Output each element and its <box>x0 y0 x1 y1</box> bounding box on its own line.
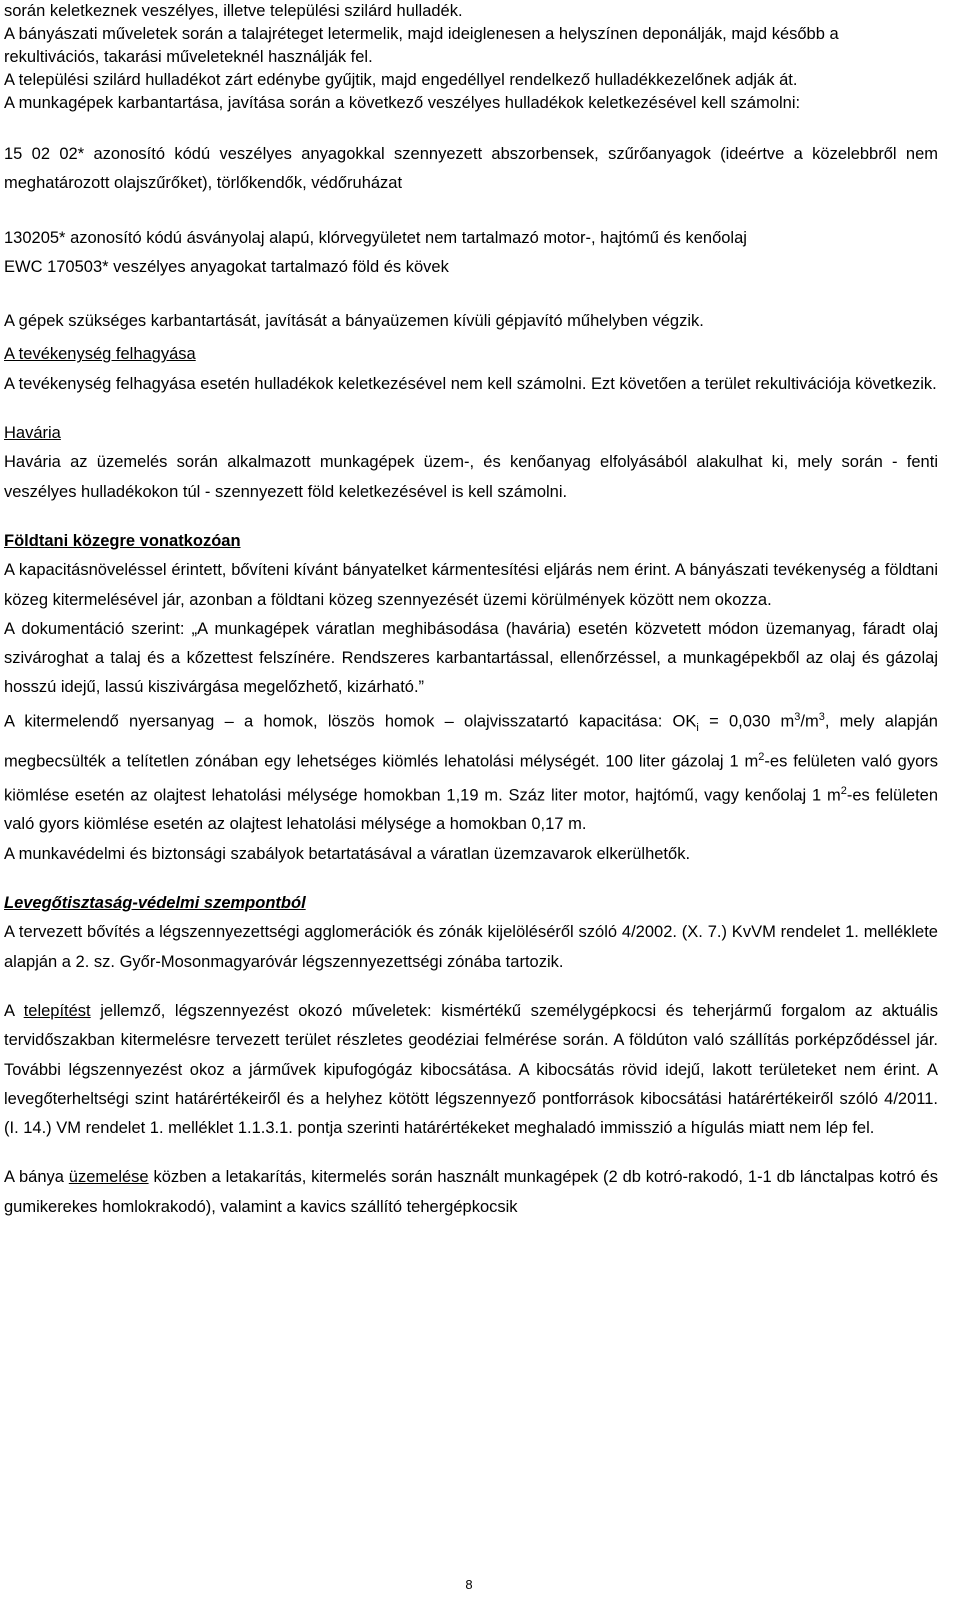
intro-block <box>4 0 938 115</box>
geology-p2: A dokumentáció szerint: „A munkagépek váratlan meghibásodása (havária) esetén közvetett módon üzemanyag, fáradt olaj szivároghat a talaj és a kőzettest felszínére. Rendszeres karbantartással, ellenőrzéssel, a munkagépekből az olaj és gázolaj hosszú idejű, lassú kiszivárgása megelőzhető, kizárható.” <box>4 619 938 697</box>
air-p3: A bánya üzemelése közben a letakarítás, kitermelés során használt munkagépek (2 db kotró-rakodó, 1-1 db lánctalpas kotró és gumikerekes homlokrakodó), valamint a kavics szállító tehergépkocsik <box>4 1168 938 1216</box>
abandon-text: A tevékenység felhagyása esetén hulladékok keletkezésével nem kell számolni. Ezt követően a terület rekultivációja következik. <box>4 374 937 393</box>
geology-p4: A munkavédelmi és biztonsági szabályok betartatásával a váratlan üzemzavarok elkerülhetők. <box>4 844 691 863</box>
abandon-heading: A tevékenység felhagyása <box>4 345 196 364</box>
waste-170503: EWC 170503* veszélyes anyagokat tartalmazó föld és kövek <box>4 257 449 276</box>
geology-p3: A kitermelendő nyersanyag – a homok, löszös homok – olajvisszatartó kapacitása: $OK_i = 0,030$ $m^3/m^3$, mely alapján megbecsülték a telítetlen zónában egy lehetséges kiömlés lehatolási mélységét. 100 liter gázolaj 1 $m^2-es$ felületen való gyors kiömlése esetén az olajtest lehatolási mélysége homokban 1,19 m. Száz liter motor, hajtómű, vagy kenőolaj 1 $m^2-es$ felületen való gyors kiömlése esetén az olajtest lehatolási mélysége a homokban 0,17 m. <box>4 710 939 834</box>
geology-p1: A kapacitásnöveléssel érintett, bővíteni kívánt bányatelket kármentesítési eljárás nem érint. A bányászati tevékenység a földtani közeg kitermelésével jár, azonban a földtani közeg szennyezését üzemi körülmények között nem okozza. <box>4 561 938 609</box>
maintenance-text: A gépek szükséges karbantartását, javítását a bányaüzemen kívüli gépjavító műhelyben végzik. <box>4 312 704 331</box>
air-heading: Levegőtisztaság-védelmi szempontból <box>4 894 306 913</box>
air-p2: A telepítést jellemző, légszennyezést okozó műveletek: kismértékű személygépkocsi és teherjármű forgalom az aktuális tervidőszakban kitermelésre tervezett terület részletes geodéziai felmérése során. A földúton való szállítás porképződéssel jár. További légszennyezést okoz a járművek kipufogógáz kibocsátása. A kibocsátás rövid idejű, lakott területeket nem érint. A levegőterheltségi szint határértékeiről és a helyhez kötött légszennyező pontforrások kibocsátási határértékeiről szóló 4/2011. (I. 14.) VM rendelet 1. melléklet 1.1.3.1. pontja szerinti határértékeket meghaladó immisszió a hígulás miatt nem lép fel. <box>4 1001 938 1138</box>
air-p1: A tervezett bővítés a légszennyezettségi agglomerációk és zónák kijelöléséről szóló 4/2002. (X. 7.) KvVM rendelet 1. melléklete alapján a 2. sz. Győr-Mosonmagyaróvár légszennyezettségi zónába tartozik. <box>4 923 938 971</box>
page-number: 8 <box>465 1577 473 1592</box>
intro-line-2: A bányászati műveletek során a talajréteget letermelik, majd ideiglenesen a helyszínen deponálják, majd később a rekultivációs, takarási műveleteknél használják fel. <box>4 25 839 66</box>
intro-line-4: A munkagépek karbantartása, javítása során a következő veszélyes hulladékok keletkezésével kell számolni: <box>4 94 801 112</box>
waste-130205: 130205* azonosító kódú ásványolaj alapú, klórvegyületet nem tartalmazó motor-, hajtómű és kenőolaj <box>4 228 747 247</box>
document-page <box>4 0 938 1222</box>
havaria-text: Havária az üzemelés során alkalmazott munkagépek üzem-, és kenőanyag elfolyásából alakulhat ki, mely során - fenti veszélyes hulladékokon túl - szennyezett föld keletkezésével is kell számolni. <box>4 453 938 501</box>
intro-line-1: során keletkeznek veszélyes, illetve települési szilárd hulladék. <box>4 2 463 20</box>
havaria-heading: Havária <box>4 424 61 443</box>
geology-heading: Földtani közegre vonatkozóan <box>4 531 241 550</box>
waste-150202: 15 02 02* azonosító kódú veszélyes anyagokkal szennyezett abszorbensek, szűrőanyagok (ideértve a közelebbről nem meghatározott olajszűrőket), törlőkendők, védőruházat <box>4 145 938 193</box>
intro-line-3: A települési szilárd hulladékot zárt edénybe gyűjtik, majd engedéllyel rendelkező hulladékkezelőnek adják át. <box>4 71 798 89</box>
waste-list <box>4 140 938 1222</box>
